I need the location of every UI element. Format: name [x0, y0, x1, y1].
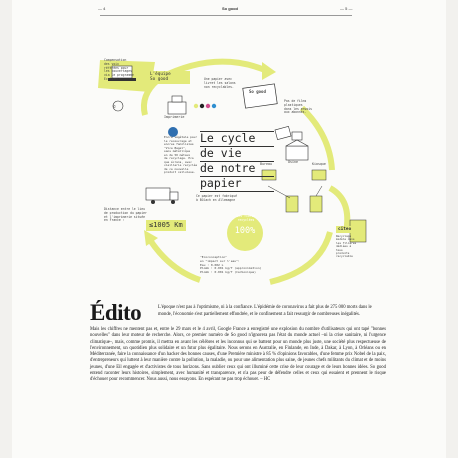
recycled-note: Des fibres recyclées — [236, 214, 256, 222]
bag-label: So good — [249, 89, 266, 94]
ink-dot-magenta-icon — [206, 104, 210, 108]
page-number-left: — 4 — [98, 6, 106, 11]
title-rule — [200, 191, 274, 192]
cycle-arrow-right — [302, 108, 332, 170]
ink-dot-yellow-icon — [194, 104, 198, 108]
citeo-label: citeo — [336, 226, 362, 233]
team-label: L'équipe So good — [148, 71, 190, 84]
film-icon — [275, 126, 291, 139]
usine-icon — [286, 140, 308, 160]
compensation-note: Compensation des voix référées pour les couvertages via le programme EcoAvenir — [104, 58, 134, 81]
impact-note: "Ecoconception" en "impact sur l'eau": Eau : 0.002 L Plomb : 0.001 kg/T (approximation) Plomb : 0.001 kg/T (Carbonique) — [200, 255, 262, 275]
cycle-title — [200, 131, 255, 191]
edito-lead: L'époque n'est pas à l'optimisme, ni à la confiance. L'épidémie de coronavirus a fait plus de 275 000 morts dans le monde, l'économie s'est partiellement effondrée, et le confinement a fait ressurgir de nombreuses inégalités. — [158, 305, 372, 317]
recycle-bin-icon — [286, 196, 322, 212]
title-rule — [200, 131, 274, 132]
cycle-arrow-head — [262, 62, 276, 80]
usine-label: Usine — [288, 160, 298, 164]
section-name: So good — [222, 6, 238, 11]
factory-note: Ce papier est fabriqué à Bülach en Allemagne — [196, 194, 237, 202]
title-rule — [200, 176, 274, 177]
bureau-label: Bureau — [260, 162, 272, 166]
distance-value: ≤1005 Km — [146, 220, 186, 231]
cycle-arrow-bottom-left — [150, 240, 200, 280]
box-icon — [292, 132, 302, 140]
title-rule — [200, 146, 274, 147]
imprimerie-label: Imprimerie — [164, 115, 185, 119]
paper-note: Une papier avec livret les salons non recyclables. — [204, 77, 236, 89]
citeo-note: Recyclage modèle dans les filières dédiées à tous produits recyclable — [336, 234, 357, 259]
stock-note: Encre végétale pour le recouvrage et encres familiales "Vice Bagel", sans métallique en de 50 métaux de recyclage. Eco que écrans, avec vieillerie recyclée de ce nouvelle produit cellulose. — [164, 135, 198, 174]
printer-icon — [168, 96, 186, 114]
ink-dot-black-icon — [200, 104, 204, 108]
kiosque-icon — [312, 170, 326, 180]
cycle-title-line-4: papier — [200, 176, 242, 190]
cycle-title-line-3: de notre — [200, 161, 256, 175]
svg-text:©: © — [113, 104, 116, 109]
cycle-title-line-2: de vie — [200, 146, 242, 160]
edito-body: Mais les chiffres ne mentent pas et, entre le 29 mars et le 4 avril, Google France a enregistré une explosion du nombre d'utilisateurs qui ont tapé "bonnes nouvelles" dans leur moteur de recherche. Alors, ce premier numéro de So good n'ignorera pas l'état du monde actuel –ni la crise sanitaire, ni l'urgence climatique–, mais, comme promis, il mettra en avant les célèbres et les inconnus qui se battent pour un monde plus juste, une société plus respectueuse de l'environnement, un quotidien plus solidaire et un futur plus égalitaire. Nous serons en Australie, en Finlande, en Inde, à Dakar, à Lyon, à Orléans ou en Méditerranée, faire la connaissance d'un hacker des bonnes causes, d'une Première ministre à 85 % d'opinions favorables, d'une femme prix Nobel de la paix, d'entrepreneurs qui luttent à leur manière contre la pollution, la maladie, ou pour une alimentation plus saine, de jeunes chefs militants du climat et de moins jeunes, d'une Eil engagée et d'activistes de tous horizons. Sans oublier ceux qui ont illuminé cette crise de leur courage et de leurs bonnes idées. So good entend raconter leurs histoires, simplement, avec humanité et transparence, et n'a pas peur de défendre celles et ceux qui essaient et prennent le risque d'échouer pour recommencer. Nous aussi, nous essayons. En espérant ne pas trop échouer. – HC — [90, 327, 386, 383]
edito-title: Édito — [90, 300, 142, 325]
bureau-icon — [262, 170, 276, 180]
cycle-title-line-1: Le cycle — [200, 131, 256, 145]
recycled-percent: 100% — [234, 226, 256, 236]
distance-note: Distance entre le lieu de production du papier et l'imprimerie située en France : — [104, 207, 147, 223]
truck-icon — [146, 188, 178, 204]
page-number-right: — 5 — — [340, 6, 353, 11]
kiosque-label: Kiosque — [312, 162, 326, 166]
ink-dot-cyan-icon — [212, 104, 216, 108]
film-note: Pas de films plastiques dans les envois aux abonnés. — [284, 99, 312, 115]
